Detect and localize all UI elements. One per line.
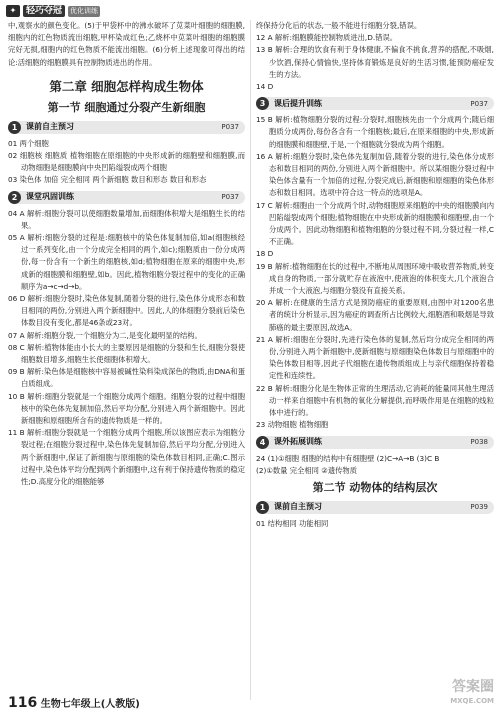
answer-24-part1: 24 (1)①细胞 细胞的结构中有细胞壁 (2)C→A→B (3)C B: [256, 453, 440, 463]
section-title-2: 第二节 动物体的结构层次: [312, 480, 438, 494]
watermark-main: 答案圈: [452, 679, 494, 695]
bar-title: 课前自主预习: [274, 502, 322, 512]
column-divider: [250, 20, 251, 700]
right-column: [256, 20, 494, 530]
section-bar-classroom: [8, 191, 245, 204]
answer-16: 16 A 解析:细胞分裂时,染色体先复制加倍,随着分裂的进行,染色体分成形态和数目相同的两份,分别进入两个新细胞中。所以某细胞分裂过程中染色体含量有一个加倍的过程,分裂完成后,新细胞和原细胞的染色体形态和数目相同。选项中符合这一特点的选项是A。: [256, 151, 494, 198]
watermark-sub: MXQE.COM: [450, 697, 494, 705]
answer-12: 12 A 解析:细胞膜能控制物质进出,D.错误。: [256, 33, 398, 43]
bar-number: 1: [256, 501, 269, 514]
answer-18: 18 D: [256, 249, 274, 259]
answer-13: 13 B 解析:合理的饮食有利于身体健康,不偏食不挑食,营养的搭配,不吸烟,少饮酒,保持心情愉快,坚持体育锻炼是良好的生活习惯,能预防癌症发生的方法。: [256, 45, 494, 79]
bar-number: 4: [256, 436, 269, 449]
footer: [8, 695, 140, 711]
header: [6, 4, 100, 18]
bar-page: P037: [221, 193, 239, 202]
bar-number: 2: [8, 191, 21, 204]
answer-08: 08 C 解析:植物体能由小长大的主要原因是细胞的分裂和生长,细胞分裂使细胞数目增多,细胞生长使细胞体积增大。: [8, 342, 245, 365]
left-column: [8, 20, 245, 488]
answer-24-part2: (2)①数量 完全相同 ②遗传物质: [256, 465, 358, 475]
footer-text: 生物七年级上(人教版): [40, 699, 140, 710]
answer-04: 04 A 解析:细胞分裂可以使细胞数量增加,而细胞体积增大是细胞生长的结果。: [8, 208, 245, 230]
bar-page: P038: [470, 437, 488, 446]
section-bar-extension: [256, 436, 494, 449]
answer-01: 01 两个细胞: [8, 138, 49, 148]
bar-number: 3: [256, 97, 269, 110]
bar-title: 课外拓展训练: [274, 436, 322, 446]
answer-17: 17 C 解析:细胞由一个分成两个时,动物细胞原来细胞的中央的细胞膜向内凹陷缢裂成两个细胞;植物细胞在中央形成新的细胞膜和细胞壁,由一个分成两个。因此动物细胞和植物细胞的分裂过程不同,分裂过程一样,C不正确。: [256, 200, 494, 247]
bar-page: P037: [221, 123, 239, 132]
section-title: 第一节 细胞通过分裂产生新细胞: [47, 100, 206, 114]
answer-05: 05 A 解析:细胞分裂的过程是:细胞核中的染色体复制加倍,如a(细胞核经过一系列变化,由一个分成完全相同的两个,如c);细胞质由一份分成两份,每一份含有一个新生的细胞核,如d;植物细胞在原来的细胞中央,形成新的细胞膜和细胞壁,如b。因此,植物细胞分裂过程中的变化的正确顺序为a→c→d→b。: [8, 233, 245, 291]
bar-page: P037: [470, 99, 488, 108]
watermark: [450, 680, 494, 708]
answer-22: 22 B 解析:细胞分化是生物体正常的生理活动,它消耗的能量同其他生理活动一样来自细胞中有机物的氧化分解提供,而呼吸作用是在细胞的线粒体中进行的。: [256, 383, 494, 418]
answer-19: 19 B 解析:植物细胞在长的过程中,不断地从周围环境中吸收营养物质,转变成自身的物质,一部分就贮存在液泡中,使液泡的体积变大,几个液泡合并成一个大液泡,与细胞分裂没有直接关系。: [256, 261, 494, 296]
owl-logo-icon: ✦: [6, 5, 20, 17]
answer-11: 11 B 解析:细胞分裂就是一个细胞分成两个细胞,所以该图应表示为细胞分裂过程;在细胞分裂过程中,染色体先复制加倍,然后平均分配,分别进入两个新细胞中,保证了新细胞与原细胞的染色体数目相同,正确;C.图示过程中,染色体平均分配到两个新细胞中,这有利于保持遗传物质的稳定性;D.高度分化的细胞能够: [8, 428, 245, 487]
answer-09: 09 B 解析:染色体是细胞核中容易被碱性染料染成深色的物质,由DNA和蛋白质组成。: [8, 367, 245, 389]
section-bar-after-class: [256, 97, 494, 110]
answer-01-section2: 01 结构相同 功能相同: [256, 518, 329, 528]
answer-21: 21 A 解析:细胞在分裂时,先进行染色体的复制,然后均分成完全相同的两份,分别进入两个新细胞中,使新细胞与原细胞染色体数目与原细胞中的染色体数目相等,因此子代细胞在遗传物质组成上与亲代细胞保持着稳定性和连续性。: [256, 334, 494, 381]
section-bar-preview-2: [256, 501, 494, 514]
chapter-title: 第二章 细胞怎样构成生物体: [49, 78, 204, 94]
bar-page: P039: [470, 503, 488, 512]
answer-10: 10 B 解析:细胞分裂就是一个细胞分成两个细胞。细胞分裂的过程中细胞核中的染色体先复制加倍,然后平均分配,分别进入两个新细胞中。因此新细胞和原细胞所含有的遗传物质是一样的。: [8, 391, 245, 426]
bar-title: 课后提升训练: [274, 98, 322, 108]
answer-20: 20 A 解析:在健康的生活方式是预防癌症的重要原则,由图中对1200名患者的统计分析显示,因为癌症的调查所占比例较大,细胞酒和吸烟是导致肺癌的最主要原因,故选A。: [256, 298, 494, 332]
brand-subtitle: 优化训练: [70, 6, 99, 15]
section-bar-preview: [8, 121, 245, 134]
answer-23: 23 动物细胞 植物细胞: [256, 420, 329, 430]
page-number: 116: [8, 695, 38, 711]
brand-title: 轻巧夺冠: [23, 5, 65, 17]
answer-07: 07 A 解析:细胞分裂,一个细胞分为二,是变化最明显的结构。: [8, 330, 202, 340]
intro-paragraph: 中,观察水的颜色变化。(5)于甲袋杯中的沸水破坏了苋菜叶细胞的细胞膜,细胞内的红色物质流出细胞,甲杯染成红色;乙烧杯中苋菜叶细胞的细胞膜完好无损,细胞内的红色物质不能流出细胞。(6)分析上述现象可得出的结论:活细胞的细胞膜具有控制物质进出的作用。: [8, 21, 245, 67]
answer-06: 06 D 解析:细胞分裂时,染色体复制,随着分裂的进行,染色体分成形态和数目相同的两份,分别进入两个新细胞中。因此,人的体细胞分裂前后染色体数目没有变化,都是46条或23对。: [8, 294, 245, 328]
bar-title: 课堂巩固训练: [26, 192, 74, 202]
bar-title: 课前自主预习: [26, 122, 74, 132]
answer-15: 15 B 解析:植物细胞分裂的过程:分裂时,细胞核先由一个分成两个;随后细胞质分成两份,每份各含有一个细胞核;最后,在原来细胞的中央,形成新的细胞膜和细胞壁,于是,一个细胞就分裂成为两个细胞。: [256, 115, 494, 149]
bar-number: 1: [8, 121, 21, 134]
answer-14: 14 D: [256, 82, 274, 92]
continued-text: 终保持分化后的状态,一般不能进行细胞分裂,错误。: [256, 21, 422, 30]
answer-02: 02 细胞核 细胞质 植物细胞在原细胞的中央形成新的细胞壁和细胞膜,而动物细胞是细胞膜向中央凹陷缢裂成两个细胞: [8, 151, 245, 173]
answer-03: 03 染色体 加倍 完全相同 两个新细胞 数目和形态 数目和形态: [8, 175, 207, 185]
